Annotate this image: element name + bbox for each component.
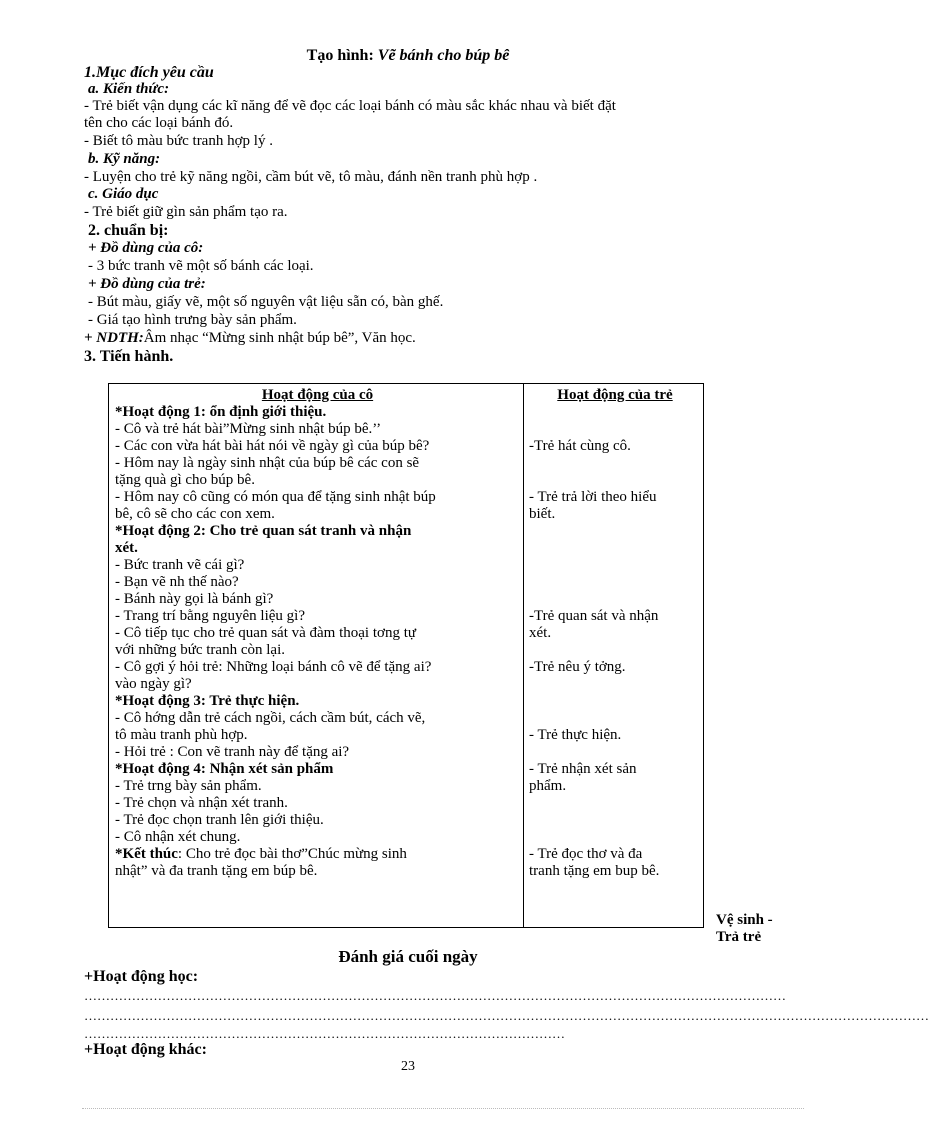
teacher-activity-line: - Cô tiếp tục cho trẻ quan sát và đàm thoại tơng tự bbox=[115, 625, 416, 641]
page-title bbox=[0, 47, 816, 64]
teacher-activity-line: - Trẻ đọc chọn tranh lên giới thiệu. bbox=[115, 812, 324, 828]
ndth-line bbox=[84, 330, 416, 347]
teacher-tools-item-1: - 3 bức tranh vẽ một số bánh các loại. bbox=[88, 258, 314, 274]
side-note-pickup: Trả trẻ bbox=[716, 929, 762, 945]
child-activity-line: -Trẻ hát cùng cô. bbox=[529, 438, 631, 454]
teacher-activity-line: - Trẻ chọn và nhận xét tranh. bbox=[115, 795, 288, 811]
teacher-activity-line: - Các con vừa hát bài hát nói về ngày gì của búp bê? bbox=[115, 438, 430, 454]
dotted-line-2: …………………………………………………………………………………………………………………………………………………………………………… bbox=[84, 1008, 929, 1023]
teacher-activity-line: - Cô nhận xét chung. bbox=[115, 829, 241, 845]
teacher-activity-lines bbox=[115, 404, 520, 880]
teacher-activity-line: - Cô hớng dẫn trẻ cách ngồi, cách cầm bút, cách vẽ, bbox=[115, 710, 426, 726]
child-activity-line bbox=[529, 574, 701, 591]
child-activity-line bbox=[529, 421, 701, 438]
child-activity-lines bbox=[529, 404, 701, 880]
child-activity-line bbox=[529, 676, 701, 693]
child-activity-line bbox=[529, 455, 701, 472]
teacher-activity-line: - Hôm nay cô cũng có món qua để tặng sinh nhật búp bbox=[115, 489, 436, 505]
child-tools-item-2: - Giá tạo hình trưng bày sản phẩm. bbox=[88, 312, 297, 328]
teacher-activity-line: - Cô và trẻ hát bài”Mừng sinh nhật búp bê.’’ bbox=[115, 421, 382, 437]
child-activity-line: - Trẻ thực hiện. bbox=[529, 727, 622, 743]
heading-procedure: 3. Tiến hành. bbox=[84, 348, 174, 365]
knowledge-item-1: - Trẻ biết vận dụng các kĩ năng để vẽ đọc các loại bánh có màu sắc khác nhau và biết đặt bbox=[84, 98, 616, 114]
child-activity-line: phẩm. bbox=[529, 778, 567, 794]
heading-knowledge: a. Kiến thức: bbox=[88, 81, 170, 97]
teacher-activity-line: tặng quà gì cho búp bê. bbox=[115, 472, 255, 488]
teacher-activity-line: - Bạn vẽ nh thế nào? bbox=[115, 574, 239, 590]
teacher-activity-line: - Bức tranh vẽ cái gì? bbox=[115, 557, 245, 573]
heading-child-tools: + Đồ dùng của trẻ: bbox=[88, 276, 206, 292]
teacher-activity-line: *Hoạt động 4: Nhận xét sản phẩm bbox=[115, 761, 334, 777]
bottom-rule bbox=[82, 1108, 804, 1109]
child-activity-line bbox=[529, 744, 701, 761]
teacher-activity-line: *Hoạt động 2: Cho trẻ quan sát tranh và nhận bbox=[115, 523, 412, 539]
child-activity-line: - Trẻ trả lời theo hiểu bbox=[529, 489, 657, 505]
teacher-activity-line: vào ngày gì? bbox=[115, 676, 192, 692]
child-activity-line: -Trẻ quan sát và nhận bbox=[529, 608, 659, 624]
child-activity-line: - Trẻ đọc thơ và đa bbox=[529, 846, 643, 862]
teacher-activity-line: với những bức tranh còn lại. bbox=[115, 642, 285, 658]
child-activity-line bbox=[529, 795, 701, 812]
child-activity-line bbox=[529, 523, 701, 540]
teacher-activity-line: *Hoạt động 1: ổn định giới thiệu. bbox=[115, 404, 327, 420]
dotted-line-1: ……………………………………………………………………………………………………………………………………………… bbox=[84, 988, 786, 1003]
ndth-label: + NDTH: bbox=[84, 330, 144, 346]
activity-table bbox=[108, 383, 704, 928]
study-activity-label: +Hoạt động học: bbox=[84, 968, 199, 985]
page-number: 23 bbox=[401, 1059, 415, 1074]
child-activity-line: -Trẻ nêu ý tởng. bbox=[529, 659, 626, 675]
ndth-text: Âm nhạc “Mừng sinh nhật búp bê”, Văn học. bbox=[143, 330, 416, 346]
child-activity-line bbox=[529, 591, 701, 608]
heading-purpose: 1.Mục đích yêu cầu bbox=[84, 64, 214, 81]
teacher-activity-line bbox=[115, 846, 520, 863]
knowledge-item-2: - Biết tô màu bức tranh hợp lý . bbox=[84, 133, 273, 149]
teacher-activity-column bbox=[115, 387, 520, 880]
title-topic: Vẽ bánh cho búp bê bbox=[377, 47, 510, 64]
child-activity-line bbox=[529, 540, 701, 557]
teacher-activity-line: bê, cô sẽ cho các con xem. bbox=[115, 506, 275, 522]
evaluation-heading: Đánh giá cuối ngày bbox=[338, 947, 478, 966]
teacher-activity-line: - Hôm nay là ngày sinh nhật của búp bê các con sẽ bbox=[115, 455, 420, 471]
child-activity-line bbox=[529, 472, 701, 489]
teacher-activity-line: - Trang trí bằng nguyên liệu gì? bbox=[115, 608, 305, 624]
skills-item-1: - Luyện cho trẻ kỹ năng ngồi, cầm bút vẽ, tô màu, đánh nền tranh phù hợp . bbox=[84, 169, 538, 185]
header-teacher-activity: Hoạt động của cô bbox=[261, 387, 374, 403]
teacher-activity-line: - Bánh này gọi là bánh gì? bbox=[115, 591, 274, 607]
child-tools-item-1: - Bút màu, giấy vẽ, một số nguyên vật liệu sẵn có, bàn ghế. bbox=[88, 294, 444, 310]
line-rest: : Cho trẻ đọc bài thơ”Chúc mừng sinh bbox=[177, 846, 407, 862]
teacher-activity-line: *Hoạt động 3: Trẻ thực hiện. bbox=[115, 693, 300, 709]
other-activity-label: +Hoạt động khác: bbox=[84, 1041, 207, 1058]
child-activity-column bbox=[529, 387, 701, 880]
child-activity-line bbox=[529, 829, 701, 846]
title-prefix: Tạo hình: bbox=[306, 47, 378, 64]
child-activity-line bbox=[529, 693, 701, 710]
child-activity-line: tranh tặng em bup bê. bbox=[529, 863, 660, 879]
heading-teacher-tools: + Đồ dùng của cô: bbox=[88, 240, 204, 256]
header-child-activity: Hoạt động của trẻ bbox=[557, 387, 673, 403]
child-activity-line bbox=[529, 404, 701, 421]
child-activity-line bbox=[529, 642, 701, 659]
teacher-activity-line: nhật” và đa tranh tặng em búp bê. bbox=[115, 863, 318, 879]
teacher-activity-line: - Trẻ trng bày sản phẩm. bbox=[115, 778, 262, 794]
child-activity-line bbox=[529, 557, 701, 574]
side-note-hygiene: Vệ sinh - bbox=[716, 912, 773, 928]
dotted-line-3: ………………………………………………………………………………………………… bbox=[84, 1026, 565, 1041]
child-activity-line: xét. bbox=[529, 625, 552, 641]
teacher-activity-line: tô màu tranh phù hợp. bbox=[115, 727, 248, 743]
knowledge-item-1b: tên cho các loại bánh đó. bbox=[84, 115, 234, 131]
child-activity-line bbox=[529, 710, 701, 727]
heading-education: c. Giáo dục bbox=[88, 186, 159, 202]
child-activity-line: - Trẻ nhận xét sản bbox=[529, 761, 637, 777]
teacher-activity-line: - Cô gợi ý hỏi trẻ: Những loại bánh cô vẽ để tặng ai? bbox=[115, 659, 432, 675]
heading-skills: b. Kỹ năng: bbox=[88, 151, 161, 167]
child-activity-line bbox=[529, 812, 701, 829]
teacher-activity-line: xét. bbox=[115, 540, 138, 556]
education-item-1: - Trẻ biết giữ gìn sản phẩm tạo ra. bbox=[84, 204, 288, 220]
child-activity-line: biết. bbox=[529, 506, 556, 522]
table-column-divider bbox=[523, 384, 524, 927]
teacher-activity-line: - Hỏi trẻ : Con vẽ tranh này để tặng ai? bbox=[115, 744, 350, 760]
heading-preparation: 2. chuẩn bị: bbox=[88, 222, 169, 239]
line-lead: *Kết thúc bbox=[115, 846, 178, 862]
